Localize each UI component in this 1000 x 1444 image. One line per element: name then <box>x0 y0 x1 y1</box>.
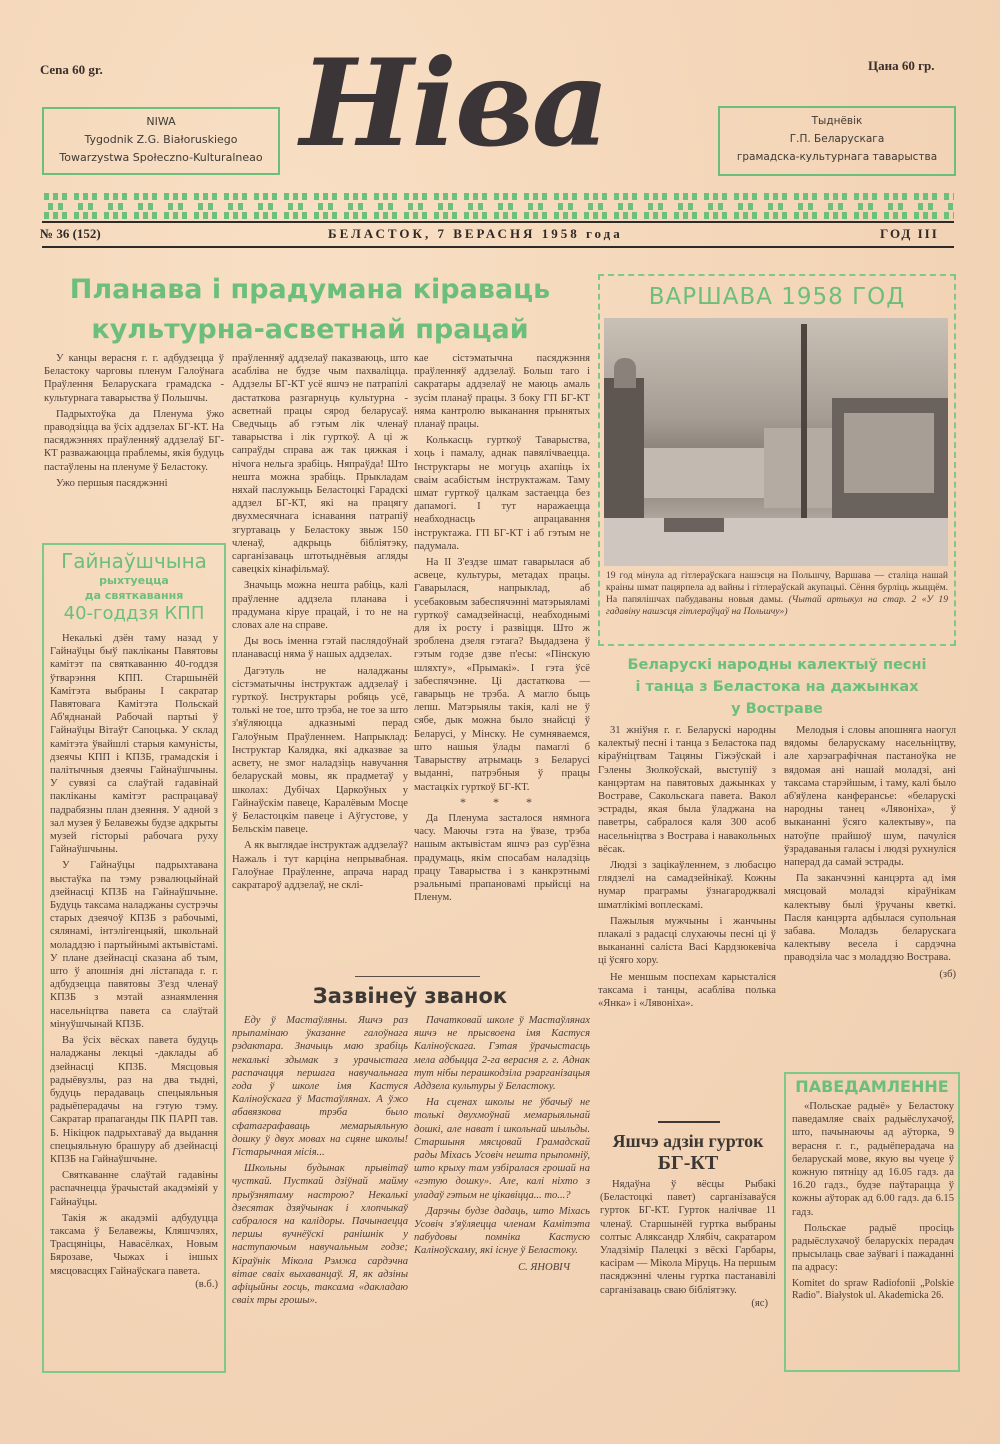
hajnowka-headline <box>44 549 224 625</box>
rule-divider <box>42 221 954 223</box>
publisher-line: Towarzystwa Społeczno-Kulturalneao <box>59 151 263 164</box>
paragraph: Дарэчы будзе дадаць, што Міхась Усовіч з'яўляецца членам Камітэта пабудовы помніка Кастусю Каліноўскаму, які існуе ў Беластоку. <box>414 1205 590 1257</box>
paragraph: Некалькі дзён таму назад у Гайнаўцы быў пакліканы Павятовы камітэт па святкаванню 40-годдзя ўтварэння КПП. Старшынёй Камітэта выбраны І сакратар Павятовага Камітэта Польскай Аб'яднанай Рабочай партыі ў Гайнаўцы Вітаўт Сапоцька. У склад камітэта ўвайшлі старыя камуністы, дзеячы КПП і КПЗБ, грамадскія і палітычныя дзеячы Гайнаўшчыны. У сувязі са слаўтай гадавінай пакліканы камітэт распрацаваў падрабязны план дзеяння. У адной з зал музея ў Белавежы будзе адкрыты музей гісторыі рабочага руху Гайнаўшчыны. <box>50 633 218 856</box>
circle-text <box>600 1178 776 1374</box>
paragraph: На сценах школы не ўбачыў не толькі двухмоўнай мемарыяльнай дошкі, але нават і школьнай шыльды. Старшыня мясцовай Грамадскай рады Міхась Усовіч нешта прыпомніў, што крыху там узбіралася грошай на «гэтую дошку». Але, калі ніхто з уладаў гэтым не цікавіцца... то...? <box>414 1097 590 1201</box>
ensemble-headline <box>596 654 958 720</box>
ornament-band <box>42 193 954 200</box>
paragraph: На II З'ездзе шмат гаварылася аб асвеце, культуры, метадах працы. Гаварылася, напрыклад, аб усебаковым забеспячэнні матэрыяламі гурткоў самадзейнасці, неабходнымі для іх росту і развіцця. Што ж зроблена дзеля гэтага? Выдадзена ў гэтым годзе дзве п'есы: «Пінскую шляхту», «Прымакі». І гэта ўсё забеспячэнне. Ці дастаткова — гаварыць не трэба. А магло быць лепш. Матэрыялы такія, калі не ў сябе, дык можна было знайсці ў Беларусі, у Мінску. Не сумняваемся, што нашыя ўлады памаглі б Таварыству атрымаць з Беларусі выданні, патрэбныя ў працы мастацкіх гурткоў БГ-КТ. <box>414 557 590 793</box>
dateline: БЕЛАСТОК, 7 ВЕРАСНЯ 1958 года <box>328 226 623 241</box>
signature: (в.б.) <box>195 1278 218 1290</box>
section-separator: * * * <box>460 794 544 809</box>
lead-column-3 <box>414 352 590 970</box>
paragraph: праўленняў аддзелаў паказваюць, што асабліва не будзе чым пахваліцца. Аддзелы БГ-КТ усё яшчэ не патрапілі дастаткова разгарнуць культурна - асветнай працы сярод беларусаў. Сведчыць аб гэтым лік членаў таварыства і лік гурткоў. А ці ж сапраўды справа аж так цяжкая і нічога нельга зрабіць. Няпраўда! Што нешта можна зрабіць. Прыкладам няхай паслужыць Беластоцкі Гарадскі аддзел БГ-КТ, які на працягу двухмесячнага існавання патрапіў згуртаваць у Беластоку звыж 150 членаў, адкрыць бібліятэку, сарганізаваць штотыднёвыя агляды савецкіх кінафільмаў. <box>232 353 408 576</box>
hajnowka-text <box>50 632 218 1368</box>
price-left: Cena 60 gr. <box>40 62 103 77</box>
notice-text <box>792 1100 954 1368</box>
paragraph: Дагэтуль не наладжаны сістэматычны інструктаж аддзелаў і гурткоў. Інструктары робяць усё, толькі не тое, што трэба, не тое за што з'яўляюцца адказнымі перад Галоўным Праўленнем. Напрыклад: Інструктар Калядка, які адказвае за асвету, не змог наладзіць навучання беларускай мовы, як прадметаў у школах: Дубічах Царкоўных у Гайнаўскім павеце, Каралёвым Мосце ў Беластоцкім павеце і Аўгустове, у Бельскім павеце. <box>232 665 408 836</box>
paragraph: Не меншым поспехам карысталіся таксама і танцы, асабліва полька «Янка» і «Лявоніха». <box>598 971 776 1010</box>
warsaw-photo <box>604 318 948 566</box>
paragraph: Ужо першыя пасяджэнні <box>56 477 168 489</box>
headline-line: культурна-асветнай працай <box>91 314 529 345</box>
ensemble-column-2 <box>784 724 956 1066</box>
school-bell-headline: Зазвінеў званок <box>312 984 508 1008</box>
paragraph: Мелодыя і словы апошняга наогул вядомы беларускаму насельніцтву, але харэаграфічная пастаноўка не вядомая ані нашай моладзі, ані таксама старэйшым, і таму, калі было аб'яўлена канферансье: «беларускі народны танец «Лявоніха», ў выкананні ўсяго калектыву», па натоўпе прайшоў шум, пачуліся ўзрадаваныя галасы і людзі рухнуліся наперад да самай эстрады. <box>784 725 956 869</box>
rule-divider <box>42 246 954 248</box>
paragraph: Нядаўна ў вёсцы Рыбакі (Беластоцкі павет) сарганізаваўся гурток БГ-КТ. Гурток налічвае 11 членаў. Старшынёй гуртка выбраны солтыс Аляксандр Хлябіч, сакратаром Уладзімір Палецкі з вёскі Гарбары, касірам — Мікола Міруць. На першым пасяджэнні члены гуртка пастанавілі сарганізаваць сваю бібліятэку. <box>600 1179 776 1296</box>
hajnowka-subtitle: рыхтуецца <box>99 574 169 587</box>
notice-headline: ПАВЕДАМЛЕННЕ <box>795 1077 949 1096</box>
headline-line: Планава і прадумана кіраваць <box>69 274 551 305</box>
headline-line: у Востраве <box>731 701 823 717</box>
year-label: ГОД III <box>880 226 939 241</box>
publisher-line: NIWA <box>146 115 176 128</box>
caption-reference: (Чытай артыкул на стар. 2 «У 19 гадавіну нашэсця гітлераўцаў на Польшчу») <box>606 594 949 617</box>
publisher-line: Tygodnik Z.G. Białoruskiego <box>84 133 238 146</box>
paragraph: Школьны будынак прывітаў чусткай. Пусткай дзіўнай майму прыўзнятаму настрою? Некалькі дзесятак дзяўчынак і хлопчыкаў сабралося на калідоры. Пачынаецца першы вучнёўскі ранішнік у наступаючым навучальным годзе; Кіраўнік Мікола Рэмжа сардэчна вітае сваіх выхаванцаў. Я, як адзіны афіцыйны госць, таксама «дакладаю сваіх тры грошы». <box>232 1163 408 1307</box>
paragraph: Падрыхтоўка да Пленума ўжо праводзіцца ва ўсіх аддзелах БГ-КТ. На пасяджэннях праўленняў аддзелаў БГ-КТ разважаюцца праблемы, якія будуць пастаўлены на пленуме ў Беластоку. <box>44 408 224 473</box>
paragraph: Святкаванне слаўтай гадавіны распачнецца ўрачыстай акадэміяй у Гайнаўцы. <box>50 1170 218 1208</box>
paragraph: Колькасць гурткоў Таварыства, хоць і памалу, аднак павялічваецца. Інструктары не могуць ахапіць іх сваім асабістым інструктажам. Таму шмат гурткоў цалкам застаецца без дапамогі. І тут наражаецца неабходнасць апрацавання інструктажа. ГП БГ-КТ і аб гэтым не падумала. <box>414 435 590 552</box>
paragraph: У Гайнаўцы падрыхтавана выстаўка па тэму рэвалюцыйнай дзейнасці КПЗБ на Гайнаўшчыне. Будуць таксама наладжаны сустрэчы старых дзеячоў КПЗБ з рабочымі, сялянамі, інтэлігенцыяй, школьнай моладдзю і партыйнымі актывістамі. У плане дзейнасці сказана аб тым, што ў апошнія дні лістапада г. г. адбудзецца павятовы З'езд членаў КПЗБ з мэтай азнаямлення насельніцтва павета са слаўтай мінуўшчынай КПЗБ. <box>50 860 218 1030</box>
hajnowka-subtitle: да святкавання <box>84 589 184 602</box>
paragraph: Пажылыя мужчыны і жанчыны плакалі з радасці слухаючы песні ці ў выкананні саліста Васі Кардзюкевіча ці ўсяго хору. <box>598 915 776 967</box>
paragraph: А як выглядае інструктаж аддзелаў? Нажаль і тут карціна непрывабная. Галоўнае Праўленне, апрача нарад сакратароў аддзелаў, не склі- <box>232 840 408 891</box>
paragraph: Ва ўсіх вёсках павета будуць наладжаны лекцыі -даклады аб дзейнасці КПЗБ. Мясцовыя радыёвузлы, раз на два тыдні, будуць перадаваць спецыяльныя радыёперадачы на гэтую тэму. Сакратар прапаганды ПК ПАРП тав. Б. Нікіцюк падрыхтаваў да выдання спецыяльную брашуру аб дзейнасці КПЗБ на Гайнаўшчыне. <box>50 1035 218 1165</box>
lead-headline <box>30 270 590 350</box>
signature: (зб) <box>939 968 956 980</box>
headline-line: Яшчэ адзін гурток <box>612 1131 764 1151</box>
headline-line: Беларускі народны калектыў песні <box>627 657 927 673</box>
circle-headline <box>596 1130 780 1174</box>
rule-divider <box>658 1121 720 1123</box>
publisher-box-belarusian <box>718 106 956 176</box>
paragraph: Людзі з зацікаўленнем, з любасцю глядзелі на самадзейнікаў. Кожны нумар праграмы ўзнагароджвалі шматлікімі воплескамі. <box>598 860 776 911</box>
paragraph: Значыць можна нешта рабіць, калі праўленне аддзела планава і прадумана кіруе працай, і то не на словах але на справе. <box>232 580 408 632</box>
hajnowka-title: Гайнаўшчына <box>61 549 207 573</box>
lead-column-1 <box>44 352 224 538</box>
publisher-box-polish <box>42 107 280 175</box>
issue-number: № 36 (152) <box>40 226 101 241</box>
paragraph: 31 жніўня г. г. Беларускі народны калектыў песні і танца з Беластока пад кіраўніцтвам Тацяны Гіжэўскай і Гэлены Зюлкоўскай, выступіў з канцэртам на павятовых дажынках у Востраве, Сакольскага павета. Вакол эстрады, якая была ўладжана на паветры, сабралося каля 300 асоб насельніцтва з Вострава і навакольных вёсак. <box>598 725 776 855</box>
paragraph: Такія ж акадэміі адбудуцца таксама ў Белавежы, Кляшчэлях, Трасцяніцы, Навасёлках, Новым Бярозаве, Чыжах і іншых мясцовасцях Гайнаўскага павета. <box>50 1212 218 1277</box>
publisher-line: Тыднёвік <box>811 115 863 127</box>
lead-column-2 <box>232 352 408 970</box>
headline-line: БГ-КТ <box>657 1152 719 1174</box>
signature: (яс) <box>751 1297 768 1309</box>
warsaw-caption <box>606 570 948 642</box>
masthead-logo: Ніва <box>300 33 608 174</box>
paragraph: Польскае радыё просіць радыёслухачоў беларускіх перадач прысылаць свае заўвагі і пажаданні па адрасу: <box>792 1222 954 1274</box>
publisher-line: грамадска-культурнага таварыства <box>736 151 938 163</box>
paragraph: Ды вось іменна гэтай паслядоўнай планавасці няма ў нашых аддзелах. <box>232 636 408 661</box>
school-bell-column-2 <box>414 1014 590 1374</box>
ornament-band <box>42 212 954 219</box>
paragraph: Па заканчэнні канцэрта ад імя мясцовай моладзі кіраўнікам калектыву былі ўручаны кветкі. Пасля канцэрта адбылася супольная забава. Моладзь беларускага калектыву весела і сардэчна праводзіла час з моладдзю Вострава. <box>784 873 956 964</box>
price-right: Цана 60 гр. <box>868 58 935 73</box>
headline-line: і танца з Беластока на дажынках <box>635 679 919 695</box>
paragraph: кае сістэматычна пасяджэння праўленняў аддзелаў. Больш таго і сакратары аддзелаў не маюць амаль зусім планаў працы. З боку ГП БГ-КТ няма кантролю выканання прынятых планаў працы. <box>414 353 590 431</box>
ensemble-column-1 <box>598 724 776 1112</box>
paragraph: У канцы верасня г. г. адбудзецца ў Беластоку чарговы пленум Галоўнага Праўлення Беларускага грамадска - культурнага таварыства ў Польшчы. <box>44 353 224 404</box>
paragraph: «Польскае радыё» у Беластоку паведамляе сваіх радыёслухачоў, што, пачынаючы ад аўторка, 9 верасня г. г., радыёперадача на беларускай мове, якую вы чуеце ў кожную пятніцу ад 16.05 гадз. да 16.20 гадз., будзе паўтарацца ў кожны аўторак ад 6.00 гадз. да 6.15 гадз. <box>792 1101 954 1218</box>
paragraph: Да Пленума засталося нямнога часу. Маючы гэта на ўвазе, трэба нашым актывістам яшчэ раз сур'ёзна прадумаць, якім спосабам наладзіць працу Таварыства і з канкрэтнымі рэальнымі прапановамі прыйсці на Пленум. <box>414 812 590 904</box>
signature: С. ЯНОВІЧ <box>518 1261 570 1273</box>
rule-divider <box>355 976 480 977</box>
school-bell-column-1 <box>232 1014 408 1374</box>
ornament-band <box>42 203 954 210</box>
caption-text: 19 год мінула ад гітлераўскага нашэсця на Польшчу, Варшава — сталіца нашай краіны шмат пацярпела ад вайны і гітлераўскай акупацыі. Сёння бурліць жыццём. На папялішчах пабудаваны новыя дамы. <box>606 570 948 605</box>
warsaw-headline: ВАРШАВА 1958 ГОД <box>648 284 906 310</box>
notice-address: Komitet do spraw Radiofonii „Polskie Radio". Białystok ul. Akademicka 26. <box>792 1277 954 1302</box>
paragraph: Пачатковай школе ў Мастаўлянах яшчэ не прысвоена імя Кастуся Каліноўскага. Гэтая ўрачыстасць мела адбыцца 2-га верасня г. г. Аднак тут нібы перашкодзіла рэарганізацыя Аддзела культуры ў Беластоку. <box>414 1015 590 1093</box>
publisher-line: Г.П. Беларускага <box>789 133 885 145</box>
paragraph: Еду ў Мастаўляны. Яшчэ раз прыпамінаю ўказанне галоўнага рэдактара. Значыць маю зрабіць некалькі здымак з урачыстага распачацця першага навучальнага года ў школе імя Кастуся Каліноўскага ў Мастаўлянах. А ўжо абавязкова трэба было сфатаграфаваць мемарыяльную дошку ў двух мовах на сцяне школы! Гістарычная місія... <box>232 1015 408 1159</box>
hajnowka-subtitle: 40-годдзя КПП <box>63 603 205 624</box>
